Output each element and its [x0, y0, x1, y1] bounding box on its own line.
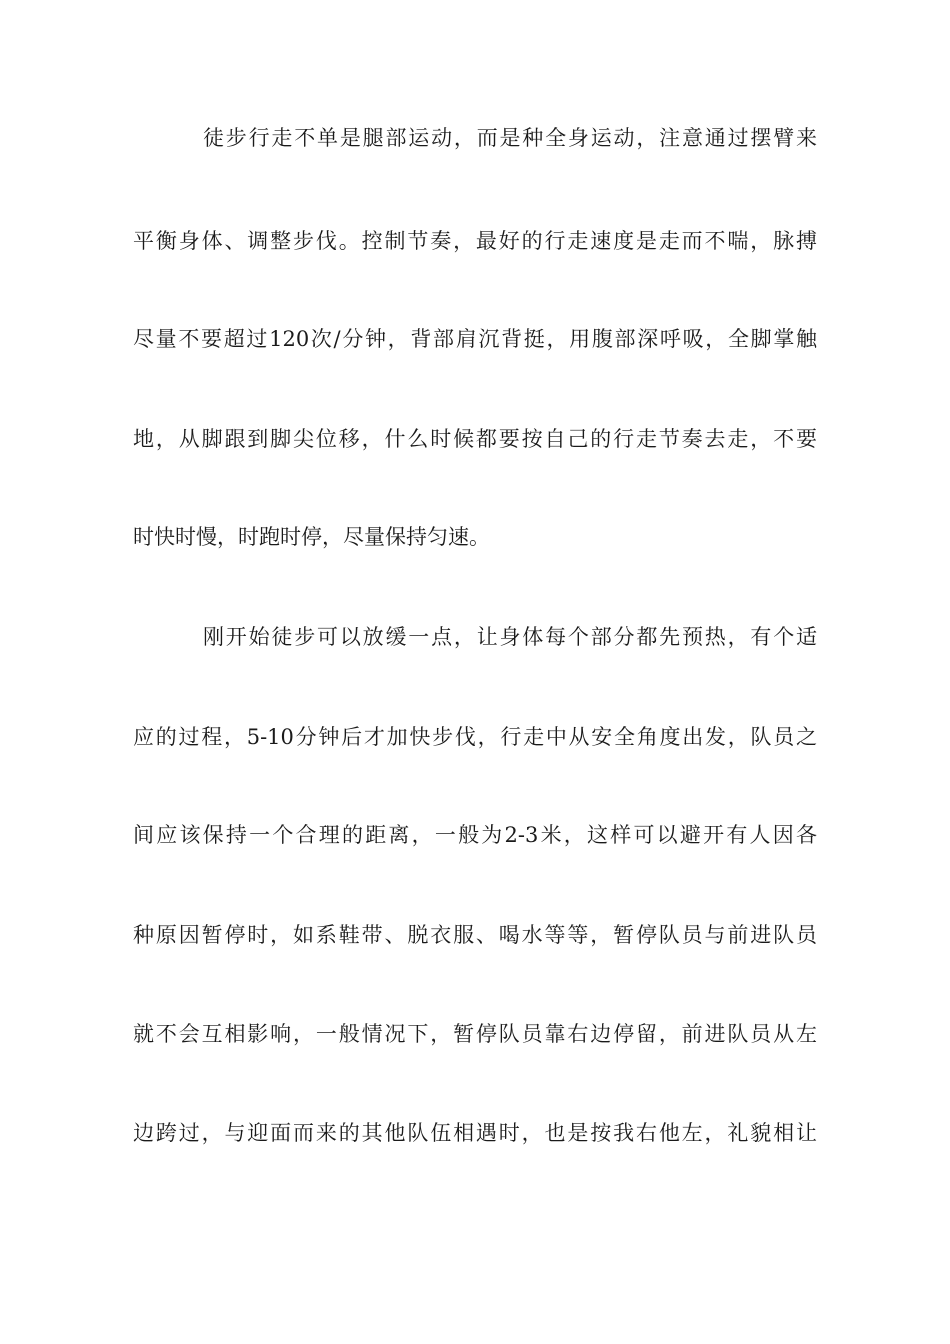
paragraph-2-line-6: 边跨过，与迎面而来的其他队伍相遇时，也是按我右他左，礼貌相让 [133, 1121, 817, 1145]
paragraph-1-line-4: 地，从脚跟到脚尖位移，什么时候都要按自己的行走节奏去走，不要 [133, 427, 817, 451]
paragraph-2-line-5: 就不会互相影响，一般情况下，暂停队员靠右边停留，前进队员从左 [133, 1022, 817, 1046]
paragraph-2-line-2: 应的过程，5-10分钟后才加快步伐，行走中从安全角度出发，队员之 [133, 725, 817, 749]
paragraph-2-line-3: 间应该保持一个合理的距离，一般为2-3米，这样可以避开有人因各 [133, 823, 817, 847]
paragraph-1-line-5: 时快时慢，时跑时停，尽量保持匀速。 [133, 525, 490, 549]
paragraph-1-line-2: 平衡身体、调整步伐。控制节奏，最好的行走速度是走而不喘，脉搏 [133, 229, 817, 253]
paragraph-2-line-4: 种原因暂停时，如系鞋带、脱衣服、喝水等等，暂停队员与前进队员 [133, 923, 817, 947]
paragraph-1-line-1: 徒步行走不单是腿部运动，而是种全身运动，注意通过摆臂来 [203, 126, 817, 150]
paragraph-2-line-1: 刚开始徒步可以放缓一点，让身体每个部分都先预热，有个适 [203, 625, 817, 649]
paragraph-1-line-3: 尽量不要超过120次/分钟，背部肩沉背挺，用腹部深呼吸，全脚掌触 [133, 327, 817, 351]
